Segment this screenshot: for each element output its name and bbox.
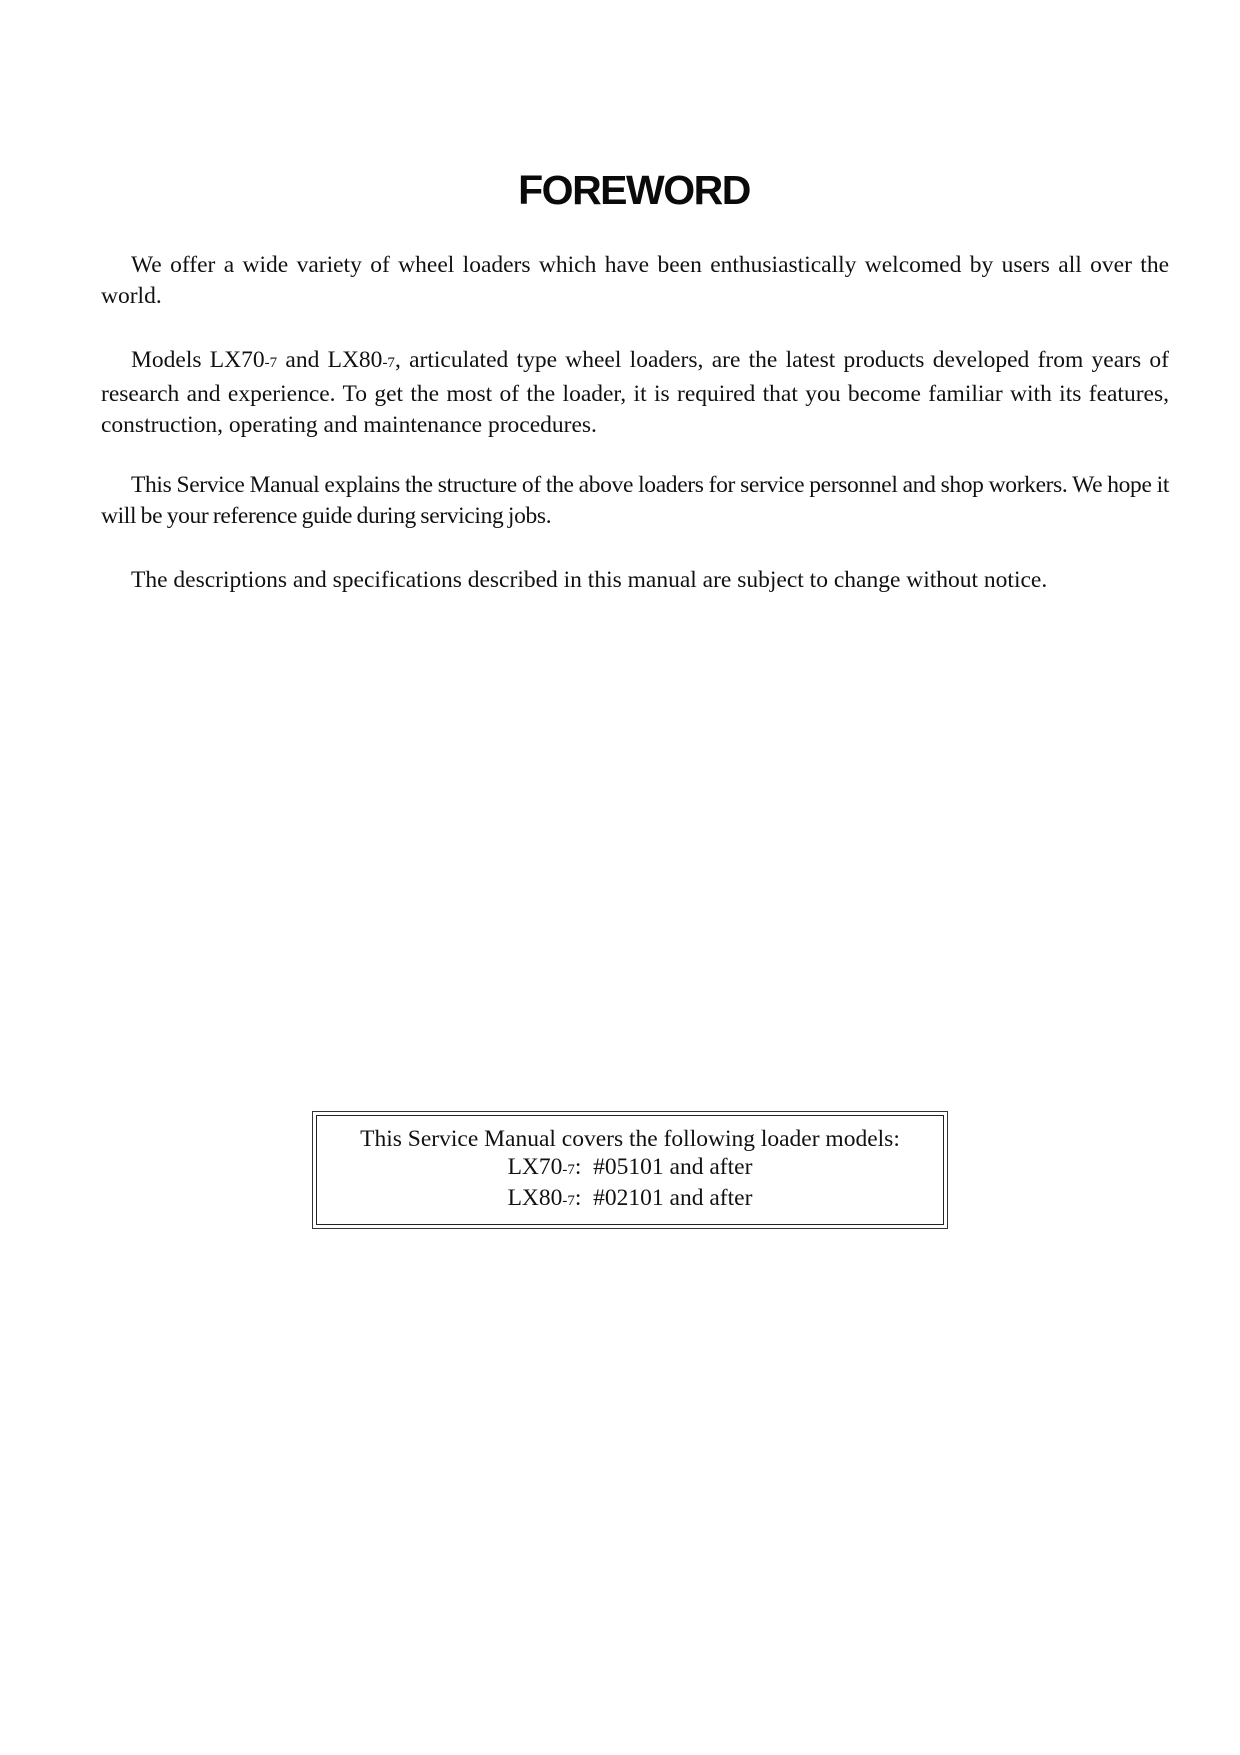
foreword-paragraph-disclaimer: The descriptions and specifications described in this manual are subject to change without notice. — [131, 567, 1048, 593]
model-coverage-text — [313, 1125, 947, 1215]
paragraph-text: Models LX70 — [131, 347, 265, 373]
coverage-heading: This Service Manual covers the following loader models: — [360, 1126, 900, 1152]
coverage-model-row — [313, 1153, 947, 1184]
model-name: LX70 — [507, 1154, 563, 1180]
model-coverage-box — [312, 1111, 948, 1229]
foreword-paragraph-purpose: This Service Manual explains the structure of the above loaders for service personnel and shop workers. We hope it will be your reference guide during servicing jobs. — [101, 472, 1169, 529]
model-suffix: -7 — [264, 355, 278, 371]
model-suffix: -7 — [382, 355, 395, 371]
page-title: FOREWORD — [518, 167, 750, 213]
model-serial: : #02101 and after — [574, 1185, 753, 1211]
model-suffix: -7 — [562, 1162, 575, 1178]
model-suffix: -7 — [562, 1193, 575, 1209]
model-serial: : #05101 and after — [574, 1154, 753, 1180]
paragraph-text: and LX80 — [277, 347, 383, 373]
coverage-model-row — [313, 1184, 947, 1215]
foreword-paragraph-models — [101, 345, 1169, 441]
model-name: LX80 — [507, 1185, 563, 1211]
foreword-paragraph-intro: We offer a wide variety of wheel loaders which have been enthusiastically welcomed by users all over the world. — [101, 252, 1169, 309]
paragraph-text: , articulated type wheel loaders, are the latest products developed from years of research and experience. To get the most of the loader, it is required that you become familiar with its features, construction, operating and maintenance procedures. — [101, 347, 1169, 438]
